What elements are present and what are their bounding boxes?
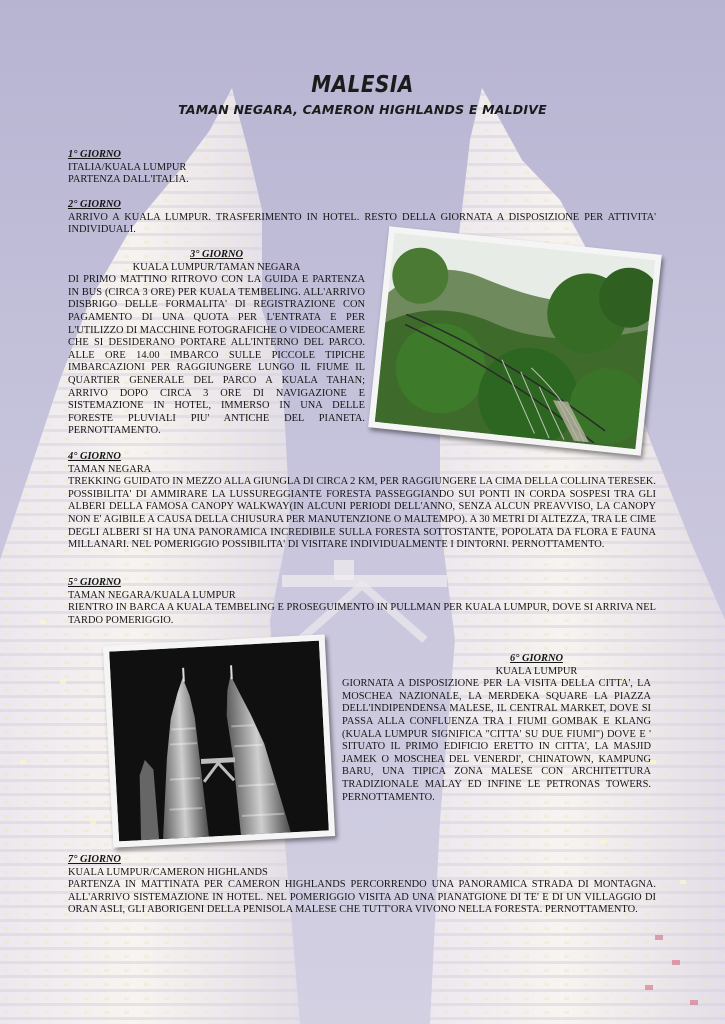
day-3-section: [68, 249, 365, 438]
day-5-heading: 5° GIORNO: [68, 577, 121, 588]
page-title: MALESIA: [311, 70, 414, 98]
day-4-text: TREKKING GUIDATO IN MEZZO ALLA GIUNGLA DI CIRCA 2 KM, PER RAGGIUNGERE LA CIMA DELLA COLLINA TERESEK. POSSIBILITA' DI AMMIRARE LA LUSSUREGGIANTE FORESTA PASSEGGIANDO SUI PONTI IN CORDA SOSPESI TRA GLI ALBERI DELLA FAMOSA CANOPY WALKWAY(IN ALCUNI PERIODI DELL'ANNO, SENZA ALCUN PREAVVISO, LA CANOPY NON E' AGIBILE A CAUSA DELLA CHIUSURA PER MANUTENZIONE O MALTEMPO). A 30 METRI DI ALTEZZA, TRA LE CIME DEGLI ALBERI SI HA UNA PANORAMICA INCREDIBILE SULLA FORESTA SOTTOSTANTE, POPOLATA DA FLORA E FAUNA MILLANARI. NEL POMERIGGIO POSSIBILITA' DI VISITARE INDIVIDUALMENTE I DINTORNI. PERNOTTAMENTO.: [68, 476, 656, 551]
page-subtitle: TAMAN NEGARA, CAMERON HIGHLANDS E MALDIVE: [178, 102, 547, 117]
day-3-route: KUALA LUMPUR/TAMAN NEGARA: [132, 261, 301, 273]
day-7-section: [68, 854, 656, 917]
day-5-route: TAMAN NEGARA/KUALA LUMPUR: [68, 589, 236, 601]
day-1-route: ITALIA/KUALA LUMPUR: [68, 161, 187, 173]
petronas-towers-photo: [103, 634, 335, 847]
day-1-text: PARTENZA DALL'ITALIA.: [68, 174, 189, 186]
day-6-section: [342, 653, 651, 804]
day-3-text: DI PRIMO MATTINO RITROVO CON LA GUIDA E PARTENZA IN BUS (CIRCA 3 ORE) PER KUALA TEMBELING. ALL'ARRIVO DISBRIGO DELLE FORMALITA' DI REGISTRAZIONE CON PAGAMENTO DI UNA QUOTA PER L'ENTRATA E PER L'UTILIZZO DI MACCHINE FOTOGRAFICHE O VIDEOCAMERE CHE SI DESIDERANO PORTARE ALL'INTERNO DEL PARCO. ALLE ORE 14.00 IMBARCO SULLE PICCOLE TIPICHE IMBARCAZIONI PER RAGGIUNGERE LUNGO IL FIUME IL QUARTIER GENERALE DEL PARCO A KUALA TAHAN; ARRIVO DOPO CIRCA 3 ORE DI NAVIGAZIONE E SISTEMAZIONE IN HOTEL, IMMERSO IN UNA DELLE FORESTE PLUVIALI PIU' ANTICHE DEL PIANETA. PERNOTTAMENTO.: [68, 274, 365, 437]
day-4-section: [68, 451, 656, 552]
day-2-text: ARRIVO A KUALA LUMPUR. TRASFERIMENTO IN HOTEL. RESTO DELLA GIORNATA A DISPOSIZIONE PER ATTIVITA' INDIVIDUALI.: [68, 211, 656, 236]
day-7-heading: 7° GIORNO: [68, 854, 121, 865]
day-7-route: KUALA LUMPUR/CAMERON HIGHLANDS: [68, 866, 268, 878]
day-4-heading: 4° GIORNO: [68, 451, 121, 462]
day-6-route: KUALA LUMPUR: [495, 665, 578, 677]
day-6-text: GIORNATA A DISPOSIZIONE PER LA VISITA DELLA CITTA', LA MOSCHEA NAZIONALE, LA MERDEKA SQUARE LA PIAZZA DELL'INDIPENDENSA MALESE, IL CENTRAL MARKET, DOVE SI PASSA ALLA CONFLUENZA TRA I FIUMI GOMBAK E KLANG (KUALA LUMPUR SIGNIFICA "CITTA' SU DUE FIUMI") DOVE E ' SITUATO IL PRIMO EDIFICIO ERETTO IN CITTA', LA MASJID JAMEK O MOSCHEA DEL VENERDI', CHINATOWN, KAMPUNG BARU, UNA TIPICA ZONA MALESE CON ARCHITETTURA TRADIZIONALE MALAY ED INFINE LE PETRONAS TOWERS. PERNOTTAMENTO.: [342, 678, 651, 803]
day-2-heading: 2° GIORNO: [68, 199, 121, 210]
day-5-section: [68, 577, 656, 627]
day-6-heading: 6° GIORNO: [510, 653, 563, 664]
day-5-text: RIENTRO IN BARCA A KUALA TEMBELING E PROSEGUIMENTO IN PULLMAN PER KUALA LUMPUR, DOVE SI ARRIVA NEL TARDO POMERIGGIO.: [68, 602, 656, 626]
day-7-text: PARTENZA IN MATTINATA PER CAMERON HIGHLANDS PERCORRENDO UNA PANORAMICA STRADA DI MONTAGNA. ALL'ARRIVO SISTEMAZIONE IN HOTEL. NEL POMERIGGIO VISITA AD UNA PIANATGIONE DI TE' E DI UN VILLAGGIO DI ORAN ASLI, GLI ABORIGENI DELLA PENISOLA MALESE CHE TUTT'ORA VIVONO NELLA FORESTA. PERNOTTAMENTO.: [68, 879, 656, 916]
day-3-heading: 3° GIORNO: [190, 249, 243, 260]
day-1-section: [68, 149, 368, 187]
day-1-heading: 1° GIORNO: [68, 149, 121, 160]
day-4-route: TAMAN NEGARA: [68, 463, 152, 475]
canopy-walkway-photo: [368, 226, 662, 456]
petronas-towers-image: [109, 641, 329, 842]
day-2-section: [68, 199, 656, 237]
canopy-walkway-image: [375, 233, 655, 449]
